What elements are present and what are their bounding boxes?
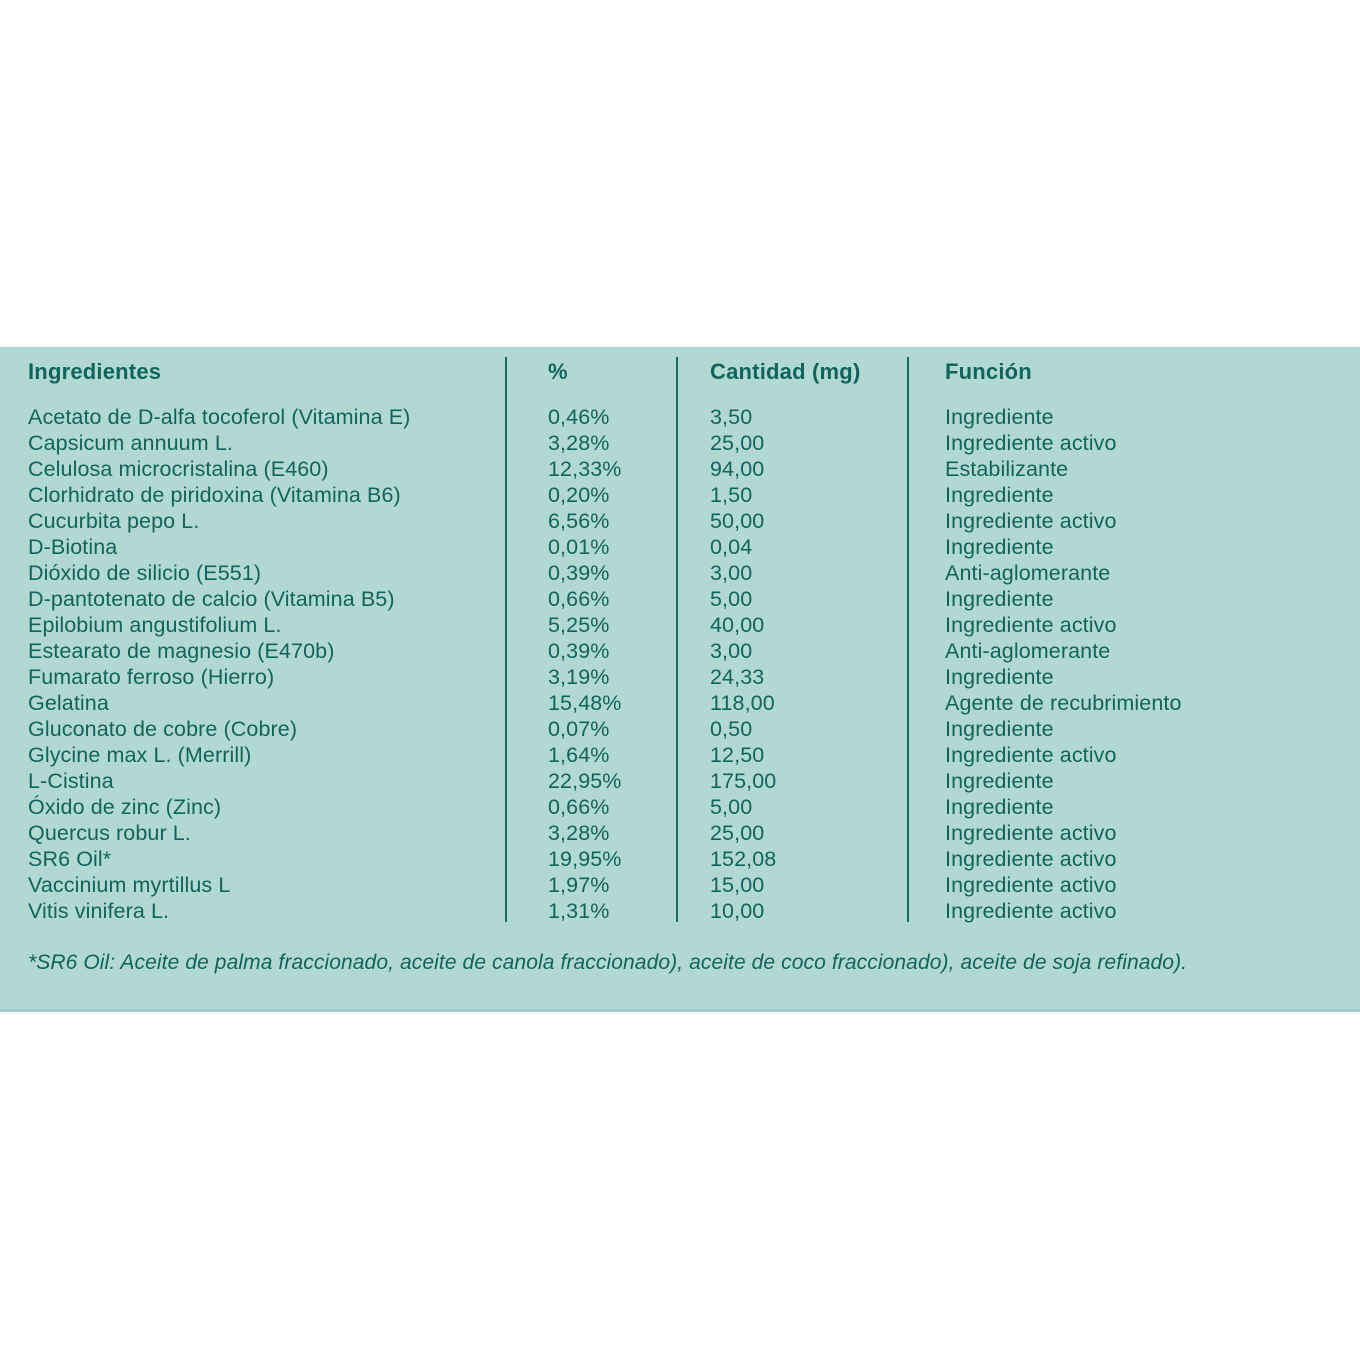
amount-mg-cell: 94,00 (710, 457, 765, 481)
table-row (0, 794, 1360, 820)
amount-mg-cell: 3,00 (710, 561, 753, 585)
ingredient-name-cell: Dióxido de silicio (E551) (28, 561, 262, 585)
table-row (0, 612, 1360, 638)
amount-mg-cell: 0,50 (710, 717, 753, 741)
ingredient-name-cell: Vitis vinifera L. (28, 899, 170, 923)
function-cell: Agente de recubrimiento (945, 691, 1182, 715)
function-cell: Ingrediente activo (945, 899, 1117, 923)
percent-cell: 0,66% (548, 795, 610, 819)
table-row (0, 560, 1360, 586)
percent-cell: 0,39% (548, 639, 610, 663)
percent-cell: 22,95% (548, 769, 622, 793)
ingredient-name-cell: Gluconato de cobre (Cobre) (28, 717, 298, 741)
ingredient-name-cell: L-Cistina (28, 769, 114, 793)
ingredient-name-cell: Fumarato ferroso (Hierro) (28, 665, 275, 689)
amount-mg-cell: 118,00 (710, 691, 775, 715)
header-percent: % (548, 359, 568, 384)
function-cell: Ingrediente (945, 717, 1054, 741)
amount-mg-cell: 3,00 (710, 639, 753, 663)
function-cell: Anti-aglomerante (945, 561, 1111, 585)
percent-cell: 15,48% (548, 691, 622, 715)
table-row (0, 404, 1360, 430)
ingredient-name-cell: Cucurbita pepo L. (28, 509, 200, 533)
percent-cell: 1,64% (548, 743, 610, 767)
function-cell: Ingrediente (945, 483, 1054, 507)
percent-cell: 1,31% (548, 899, 610, 923)
percent-cell: 3,28% (548, 431, 610, 455)
table-row (0, 742, 1360, 768)
amount-mg-cell: 12,50 (710, 743, 765, 767)
ingredient-name-cell: D-Biotina (28, 535, 118, 559)
percent-cell: 1,97% (548, 873, 610, 897)
function-cell: Ingrediente activo (945, 873, 1117, 897)
amount-mg-cell: 5,00 (710, 587, 753, 611)
table-row (0, 898, 1360, 924)
ingredient-name-cell: Celulosa microcristalina (E460) (28, 457, 329, 481)
function-cell: Ingrediente (945, 769, 1054, 793)
function-cell: Ingrediente activo (945, 431, 1117, 455)
table-row (0, 716, 1360, 742)
percent-cell: 0,07% (548, 717, 610, 741)
function-cell: Ingrediente (945, 405, 1054, 429)
percent-cell: 0,20% (548, 483, 610, 507)
percent-cell: 3,28% (548, 821, 610, 845)
ingredient-name-cell: Epilobium angustifolium L. (28, 613, 282, 637)
table-row (0, 456, 1360, 482)
function-cell: Estabilizante (945, 457, 1069, 481)
ingredient-name-cell: D-pantotenato de calcio (Vitamina B5) (28, 587, 395, 611)
function-cell: Ingrediente activo (945, 613, 1117, 637)
table-row (0, 768, 1360, 794)
amount-mg-cell: 25,00 (710, 821, 765, 845)
function-cell: Ingrediente activo (945, 847, 1117, 871)
table-row (0, 482, 1360, 508)
percent-cell: 19,95% (548, 847, 622, 871)
amount-mg-cell: 3,50 (710, 405, 753, 429)
function-cell: Ingrediente (945, 665, 1054, 689)
header-ingredientes: Ingredientes (28, 359, 162, 384)
function-cell: Ingrediente (945, 795, 1054, 819)
ingredient-name-cell: Glycine max L. (Merrill) (28, 743, 252, 767)
percent-cell: 6,56% (548, 509, 610, 533)
percent-cell: 3,19% (548, 665, 610, 689)
table-row (0, 690, 1360, 716)
amount-mg-cell: 1,50 (710, 483, 753, 507)
function-cell: Ingrediente activo (945, 743, 1117, 767)
percent-cell: 0,39% (548, 561, 610, 585)
ingredients-table (0, 404, 1360, 924)
table-row (0, 430, 1360, 456)
header-funcion: Función (945, 359, 1032, 384)
amount-mg-cell: 15,00 (710, 873, 765, 897)
amount-mg-cell: 152,08 (710, 847, 777, 871)
table-row (0, 638, 1360, 664)
percent-cell: 12,33% (548, 457, 622, 481)
ingredient-name-cell: Acetato de D-alfa tocoferol (Vitamina E) (28, 405, 411, 429)
table-row (0, 586, 1360, 612)
amount-mg-cell: 50,00 (710, 509, 765, 533)
amount-mg-cell: 40,00 (710, 613, 765, 637)
amount-mg-cell: 25,00 (710, 431, 765, 455)
percent-cell: 0,66% (548, 587, 610, 611)
amount-mg-cell: 0,04 (710, 535, 753, 559)
function-cell: Ingrediente (945, 535, 1054, 559)
ingredient-name-cell: Estearato de magnesio (E470b) (28, 639, 335, 663)
table-row (0, 534, 1360, 560)
ingredient-name-cell: SR6 Oil* (28, 847, 112, 871)
table-row (0, 820, 1360, 846)
ingredient-name-cell: Vaccinium myrtillus L (28, 873, 231, 897)
function-cell: Ingrediente activo (945, 821, 1117, 845)
amount-mg-cell: 10,00 (710, 899, 765, 923)
table-row (0, 846, 1360, 872)
ingredient-name-cell: Óxido de zinc (Zinc) (28, 795, 222, 819)
ingredient-name-cell: Quercus robur L. (28, 821, 191, 845)
function-cell: Ingrediente activo (945, 509, 1117, 533)
amount-mg-cell: 175,00 (710, 769, 777, 793)
table-header-row (0, 359, 1360, 387)
ingredient-name-cell: Capsicum annuum L. (28, 431, 233, 455)
percent-cell: 0,01% (548, 535, 610, 559)
amount-mg-cell: 24,33 (710, 665, 765, 689)
amount-mg-cell: 5,00 (710, 795, 753, 819)
ingredient-name-cell: Gelatina (28, 691, 109, 715)
table-row (0, 872, 1360, 898)
sr6-oil-footnote: *SR6 Oil: Aceite de palma fraccionado, aceite de canola fraccionado), aceite de coco fraccionado), aceite de soja refinado). (28, 951, 1188, 974)
ingredient-name-cell: Clorhidrato de piridoxina (Vitamina B6) (28, 483, 401, 507)
table-row (0, 664, 1360, 690)
header-cantidad-mg: Cantidad (mg) (710, 359, 861, 384)
percent-cell: 0,46% (548, 405, 610, 429)
function-cell: Anti-aglomerante (945, 639, 1111, 663)
percent-cell: 5,25% (548, 613, 610, 637)
function-cell: Ingrediente (945, 587, 1054, 611)
ingredients-panel (0, 347, 1360, 1012)
table-row (0, 508, 1360, 534)
